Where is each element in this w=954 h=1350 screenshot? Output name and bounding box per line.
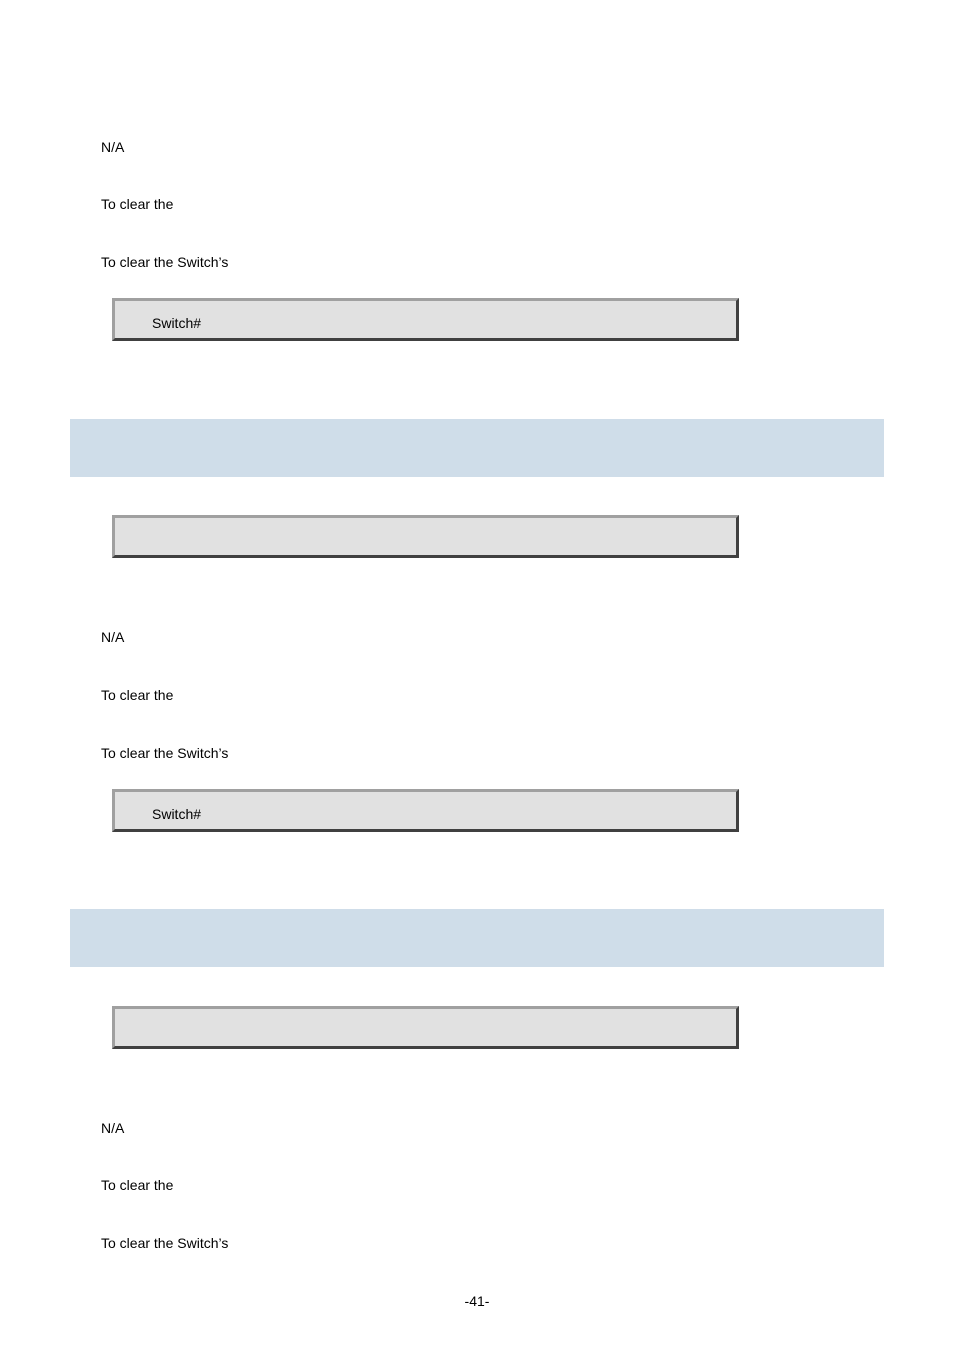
command-mode-text: To clear the — [101, 196, 174, 212]
example-box — [112, 298, 739, 341]
example-prompt: Switch# — [152, 315, 202, 331]
default-value: N/A — [101, 1120, 125, 1136]
example-box — [112, 789, 739, 832]
syntax-box — [112, 1006, 739, 1049]
command-mode-text: To clear the — [101, 1177, 174, 1193]
command-heading-band — [70, 909, 884, 967]
syntax-box — [112, 515, 739, 558]
default-value: N/A — [101, 139, 125, 155]
usage-text: To clear the Switch’s — [101, 1235, 229, 1251]
example-prompt: Switch# — [152, 806, 202, 822]
command-heading-band — [70, 419, 884, 477]
command-mode-text: To clear the — [101, 687, 174, 703]
usage-text: To clear the Switch’s — [101, 745, 229, 761]
default-value: N/A — [101, 629, 125, 645]
page-number: -41- — [464, 1293, 490, 1309]
usage-text: To clear the Switch’s — [101, 254, 229, 270]
